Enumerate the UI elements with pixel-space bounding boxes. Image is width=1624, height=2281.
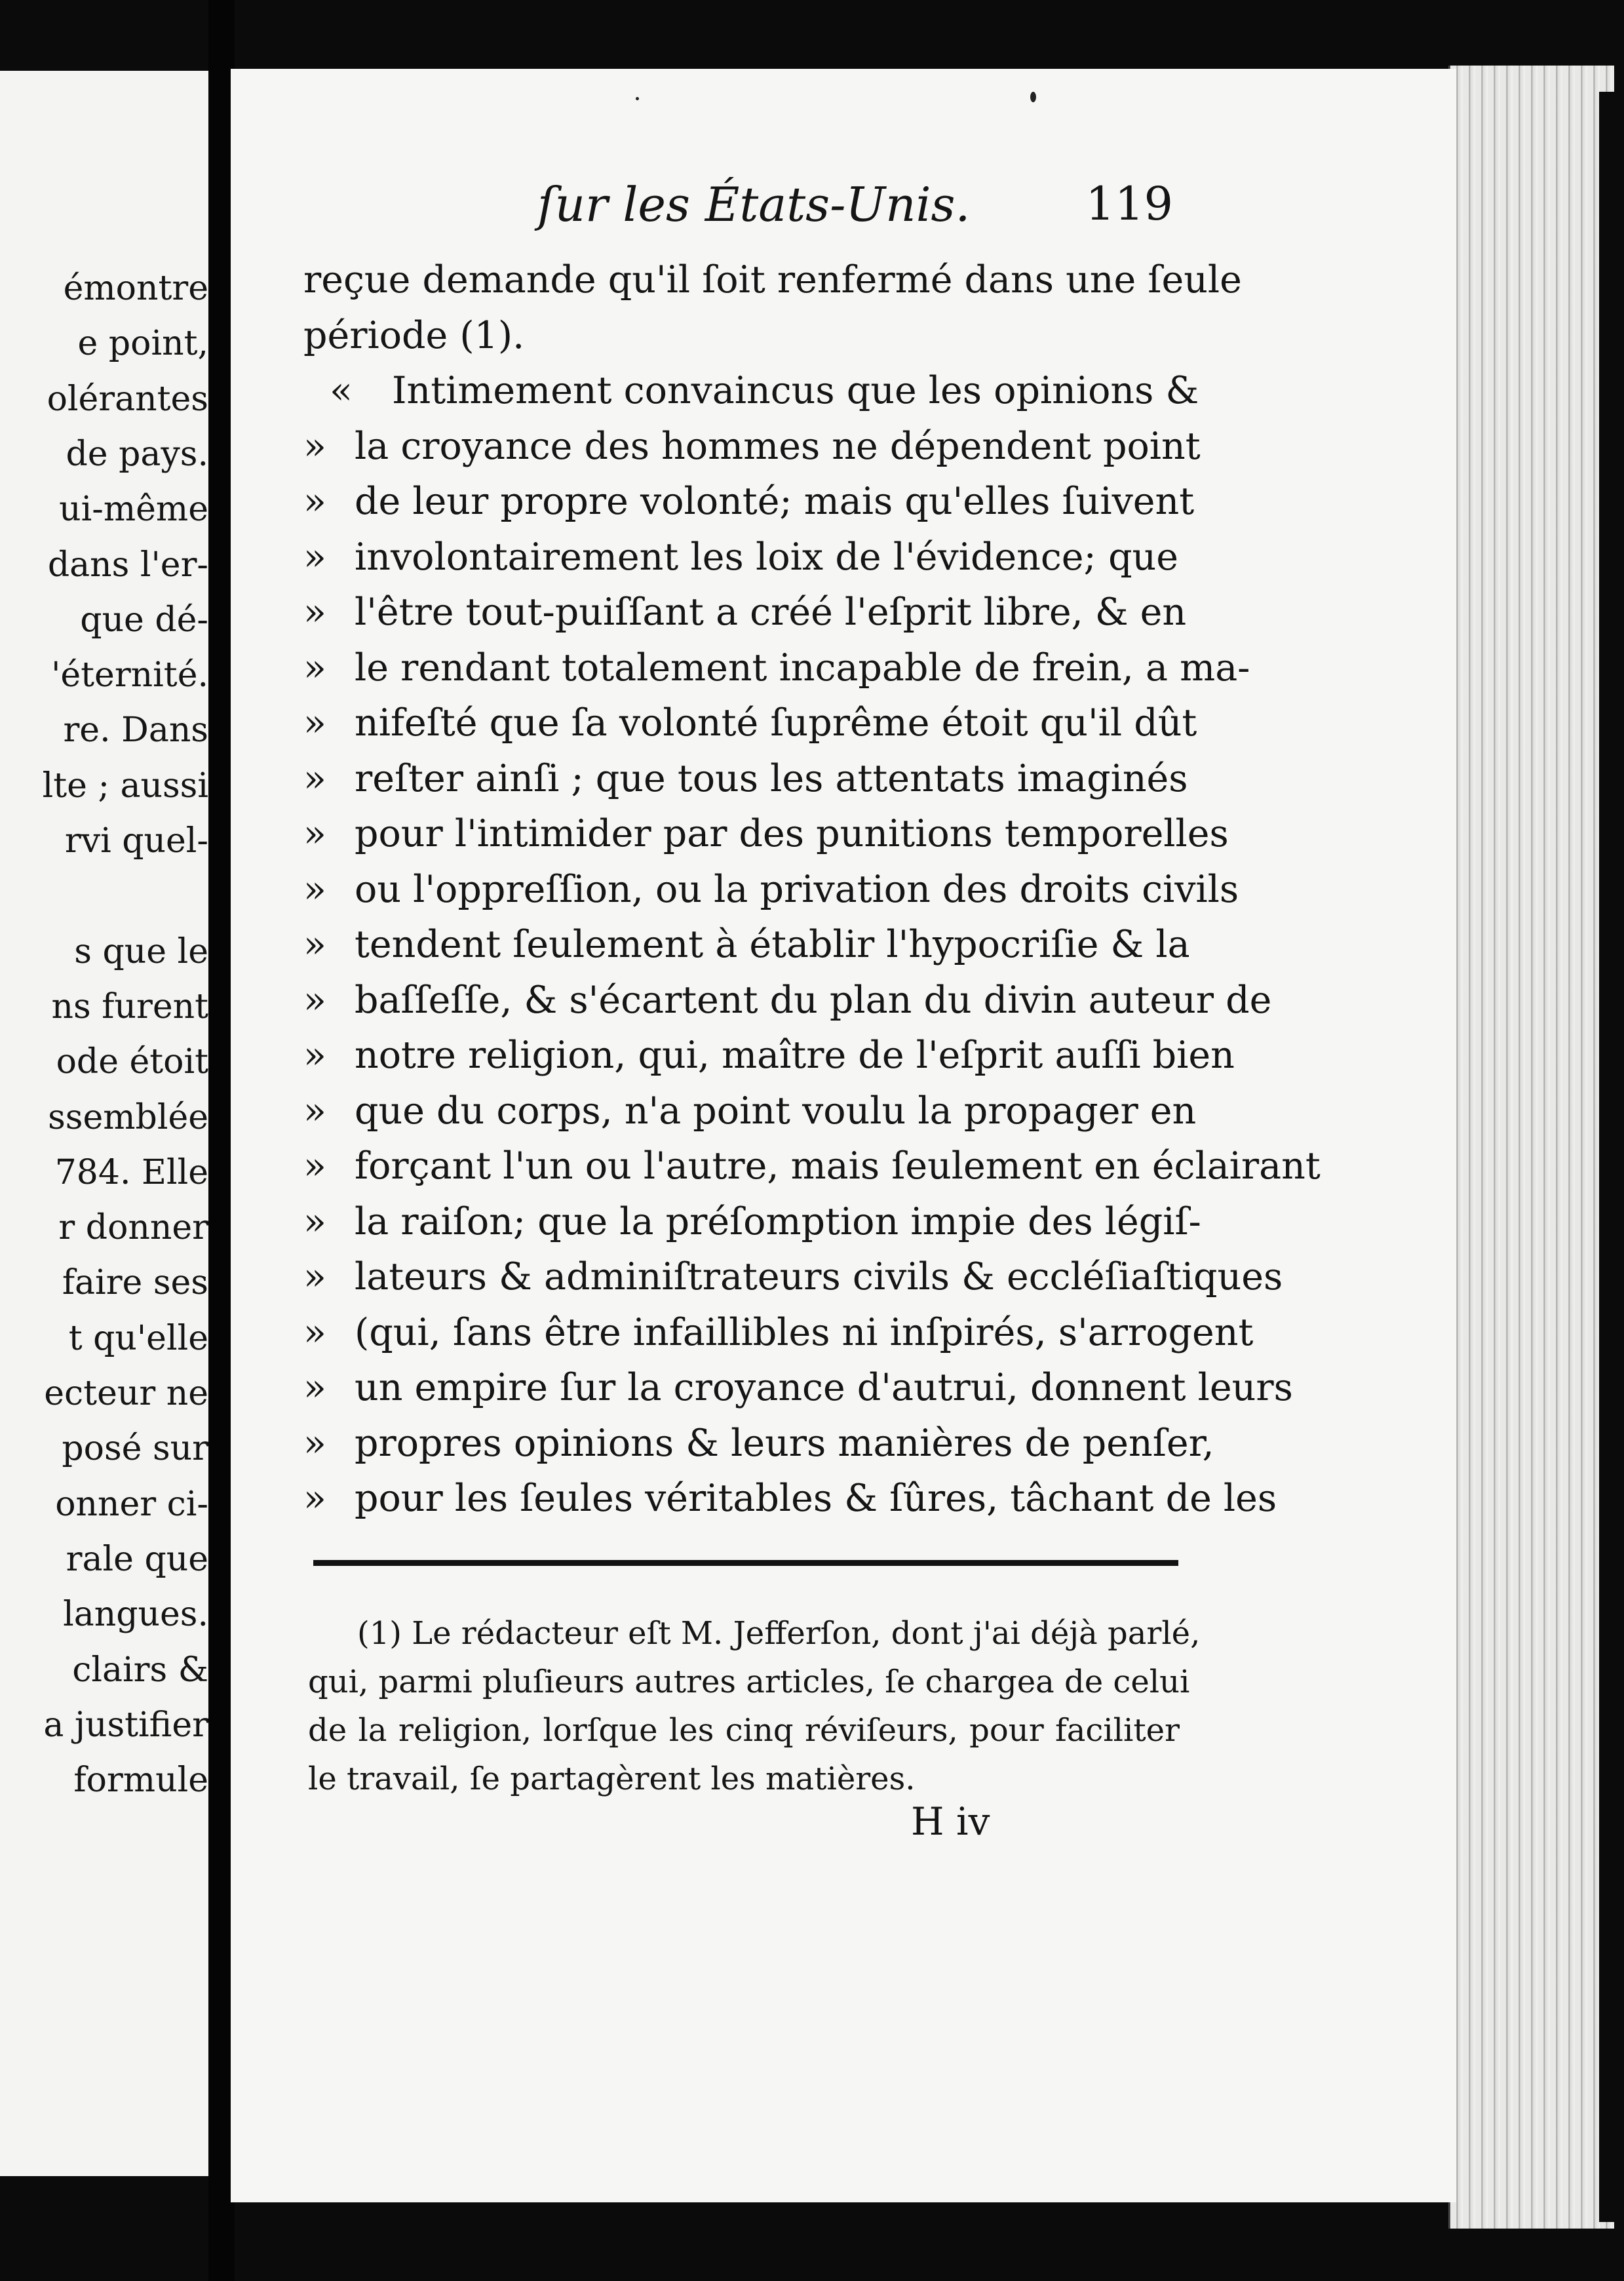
body-line — [303, 1139, 1321, 1194]
body-line — [303, 1083, 1197, 1139]
body-line-text: reſter ainſi ; que tous les attentats imaginés — [355, 756, 1188, 800]
quote-mark: » — [303, 701, 326, 745]
footnote-line: le travail, ſe partagèrent les matières. — [308, 1761, 916, 1797]
quote-mark: » — [303, 923, 326, 966]
body-line — [303, 1360, 1293, 1416]
body-line-text: la croyance des hommes ne dépendent point — [355, 424, 1201, 468]
quote-mark: » — [303, 867, 326, 911]
previous-page — [0, 71, 208, 2176]
body-line — [303, 1471, 1277, 1527]
body-line — [303, 1416, 1214, 1472]
previous-page-line: clairs & — [72, 1650, 208, 1690]
body-line-text: pour l'intimider par des punitions temporelles — [355, 812, 1229, 855]
quote-mark: « — [330, 369, 353, 412]
previous-page-line: que dé- — [80, 600, 208, 640]
footnote-line: (1) Le rédacteur eſt M. Jefferſon, dont j'ai déjà parlé, — [357, 1615, 1201, 1652]
body-line — [303, 917, 1190, 973]
previous-page-line: rale que — [66, 1539, 208, 1579]
body-line — [303, 640, 1250, 696]
body-line — [303, 1249, 1283, 1305]
quote-mark: » — [303, 1366, 326, 1409]
body-line — [303, 751, 1188, 807]
body-line-text: reçue demande qu'il ſoit renfermé dans une ſeule — [303, 258, 1242, 302]
page-number: 119 — [1085, 177, 1173, 231]
quote-mark: » — [303, 756, 326, 800]
fore-edge-shadow — [1599, 92, 1624, 2222]
quote-mark: » — [303, 1144, 326, 1188]
body-line — [303, 806, 1229, 862]
body-line — [303, 1028, 1235, 1083]
running-head-title: ſur les États-Unis. — [537, 177, 971, 232]
previous-page-line: rvi quel- — [64, 821, 208, 861]
body-line — [303, 973, 1272, 1028]
quote-mark: » — [303, 535, 326, 579]
quote-mark: » — [303, 1089, 326, 1133]
previous-page-line: ode étoit — [56, 1042, 208, 1082]
previous-page-line: r donner — [58, 1208, 208, 1248]
previous-page-line: lte ; aussi — [42, 766, 208, 806]
body-line-text: ou l'oppreſſion, ou la privation des droits civils — [355, 867, 1239, 911]
body-line-text: propres opinions & leurs manières de penſer, — [355, 1421, 1214, 1465]
body-line — [303, 419, 1201, 475]
quote-mark: » — [303, 480, 326, 523]
previous-page-line: t qu'elle — [68, 1318, 208, 1358]
previous-page-line: onner ci- — [55, 1484, 208, 1524]
body-line-text: période (1). — [303, 313, 525, 357]
body-line — [303, 363, 1199, 419]
quote-mark: » — [303, 646, 326, 690]
body-line-text: involontairement les loix de l'évidence; que — [355, 535, 1178, 579]
previous-page-line: faire ses — [62, 1263, 208, 1303]
body-line — [303, 1305, 1254, 1361]
previous-page-line: olérantes — [47, 379, 208, 419]
previous-page-line: re. Dans — [63, 711, 208, 751]
previous-page-line: s que le — [74, 931, 208, 971]
body-line-text: pour les ſeules véritables & ſûres, tâchant de les — [355, 1477, 1277, 1520]
previous-page-line: ssemblée — [48, 1097, 208, 1137]
body-line-text: la raiſon; que la préſomption impie des légiſ- — [355, 1199, 1201, 1243]
previous-page-line: 'éternité. — [51, 655, 208, 695]
previous-page-line: de pays. — [66, 434, 208, 474]
footnote-rule — [313, 1560, 1178, 1566]
body-text — [303, 252, 1321, 1527]
previous-page-line: langues. — [63, 1595, 208, 1635]
body-line-text: notre religion, qui, maître de l'eſprit auſſi bien — [355, 1034, 1235, 1077]
footnote — [308, 1609, 1201, 1803]
ink-speck — [636, 97, 639, 100]
body-line-text: le rendant totalement incapable de frein, a ma- — [355, 646, 1250, 690]
previous-page-line: ns furent — [51, 986, 208, 1026]
quote-mark: » — [303, 978, 326, 1022]
quote-mark: » — [303, 1421, 326, 1465]
previous-page-line: posé sur — [62, 1429, 208, 1469]
quote-mark: » — [303, 1477, 326, 1520]
body-line-text: (qui, ſans être infaillibles ni inſpirés, s'arrogent — [355, 1310, 1254, 1354]
body-line — [303, 252, 1242, 308]
body-line-text: tendent ſeulement à établir l'hypocriſie & la — [355, 923, 1190, 966]
body-line-text: l'être tout-puiſſant a créé l'eſprit libre, & en — [355, 591, 1187, 634]
body-line — [303, 530, 1178, 585]
previous-page-line: 784. Elle — [54, 1152, 208, 1192]
body-line-text: que du corps, n'a point voulu la propager en — [355, 1089, 1197, 1133]
previous-page-line: dans l'er- — [47, 545, 208, 585]
body-line-text: baſſeſſe, & s'écartent du plan du divin auteur de — [355, 978, 1272, 1022]
previous-page-line: ui-même — [59, 490, 208, 530]
quote-mark: » — [303, 812, 326, 855]
body-line — [303, 474, 1195, 530]
previous-page-line: e point, — [77, 324, 208, 364]
previous-page-line: a justifier — [43, 1705, 208, 1745]
page-fore-edge — [1448, 66, 1614, 2229]
ink-speck — [1030, 92, 1036, 102]
body-line — [303, 862, 1239, 918]
body-line-text: un empire ſur la croyance d'autrui, donnent leurs — [355, 1366, 1293, 1409]
body-line-text: forçant l'un ou l'autre, mais ſeulement en éclairant — [355, 1144, 1321, 1188]
previous-page-line: ecteur ne — [44, 1374, 208, 1413]
footnote-line: qui, parmi pluſieurs autres articles, ſe chargea de celui — [308, 1664, 1190, 1700]
body-line-text: de leur propre volonté; mais qu'elles ſuivent — [355, 480, 1195, 523]
body-line-text: nifeſté que ſa volonté ſuprême étoit qu'il dût — [355, 701, 1197, 745]
body-line-text: Intimement convaincus que les opinions & — [392, 369, 1199, 412]
previous-page-line: formule — [73, 1761, 208, 1801]
quote-mark: » — [303, 1199, 326, 1243]
running-head — [511, 177, 1173, 243]
quote-mark: » — [303, 1310, 326, 1354]
body-line — [303, 585, 1187, 640]
signature-mark: H iv — [911, 1799, 990, 1844]
body-line-text: lateurs & adminiſtrateurs civils & eccléſiaſtiques — [355, 1255, 1283, 1298]
body-line — [303, 695, 1197, 751]
quote-mark: » — [303, 1255, 326, 1298]
previous-page-line: émontre — [63, 269, 208, 308]
quote-mark: » — [303, 424, 326, 468]
quote-mark: » — [303, 591, 326, 634]
footnote-line: de la religion, lorſque les cinq réviſeurs, pour faciliter — [308, 1712, 1180, 1749]
quote-mark: » — [303, 1034, 326, 1077]
body-line — [303, 308, 1178, 364]
body-line — [303, 1194, 1201, 1250]
